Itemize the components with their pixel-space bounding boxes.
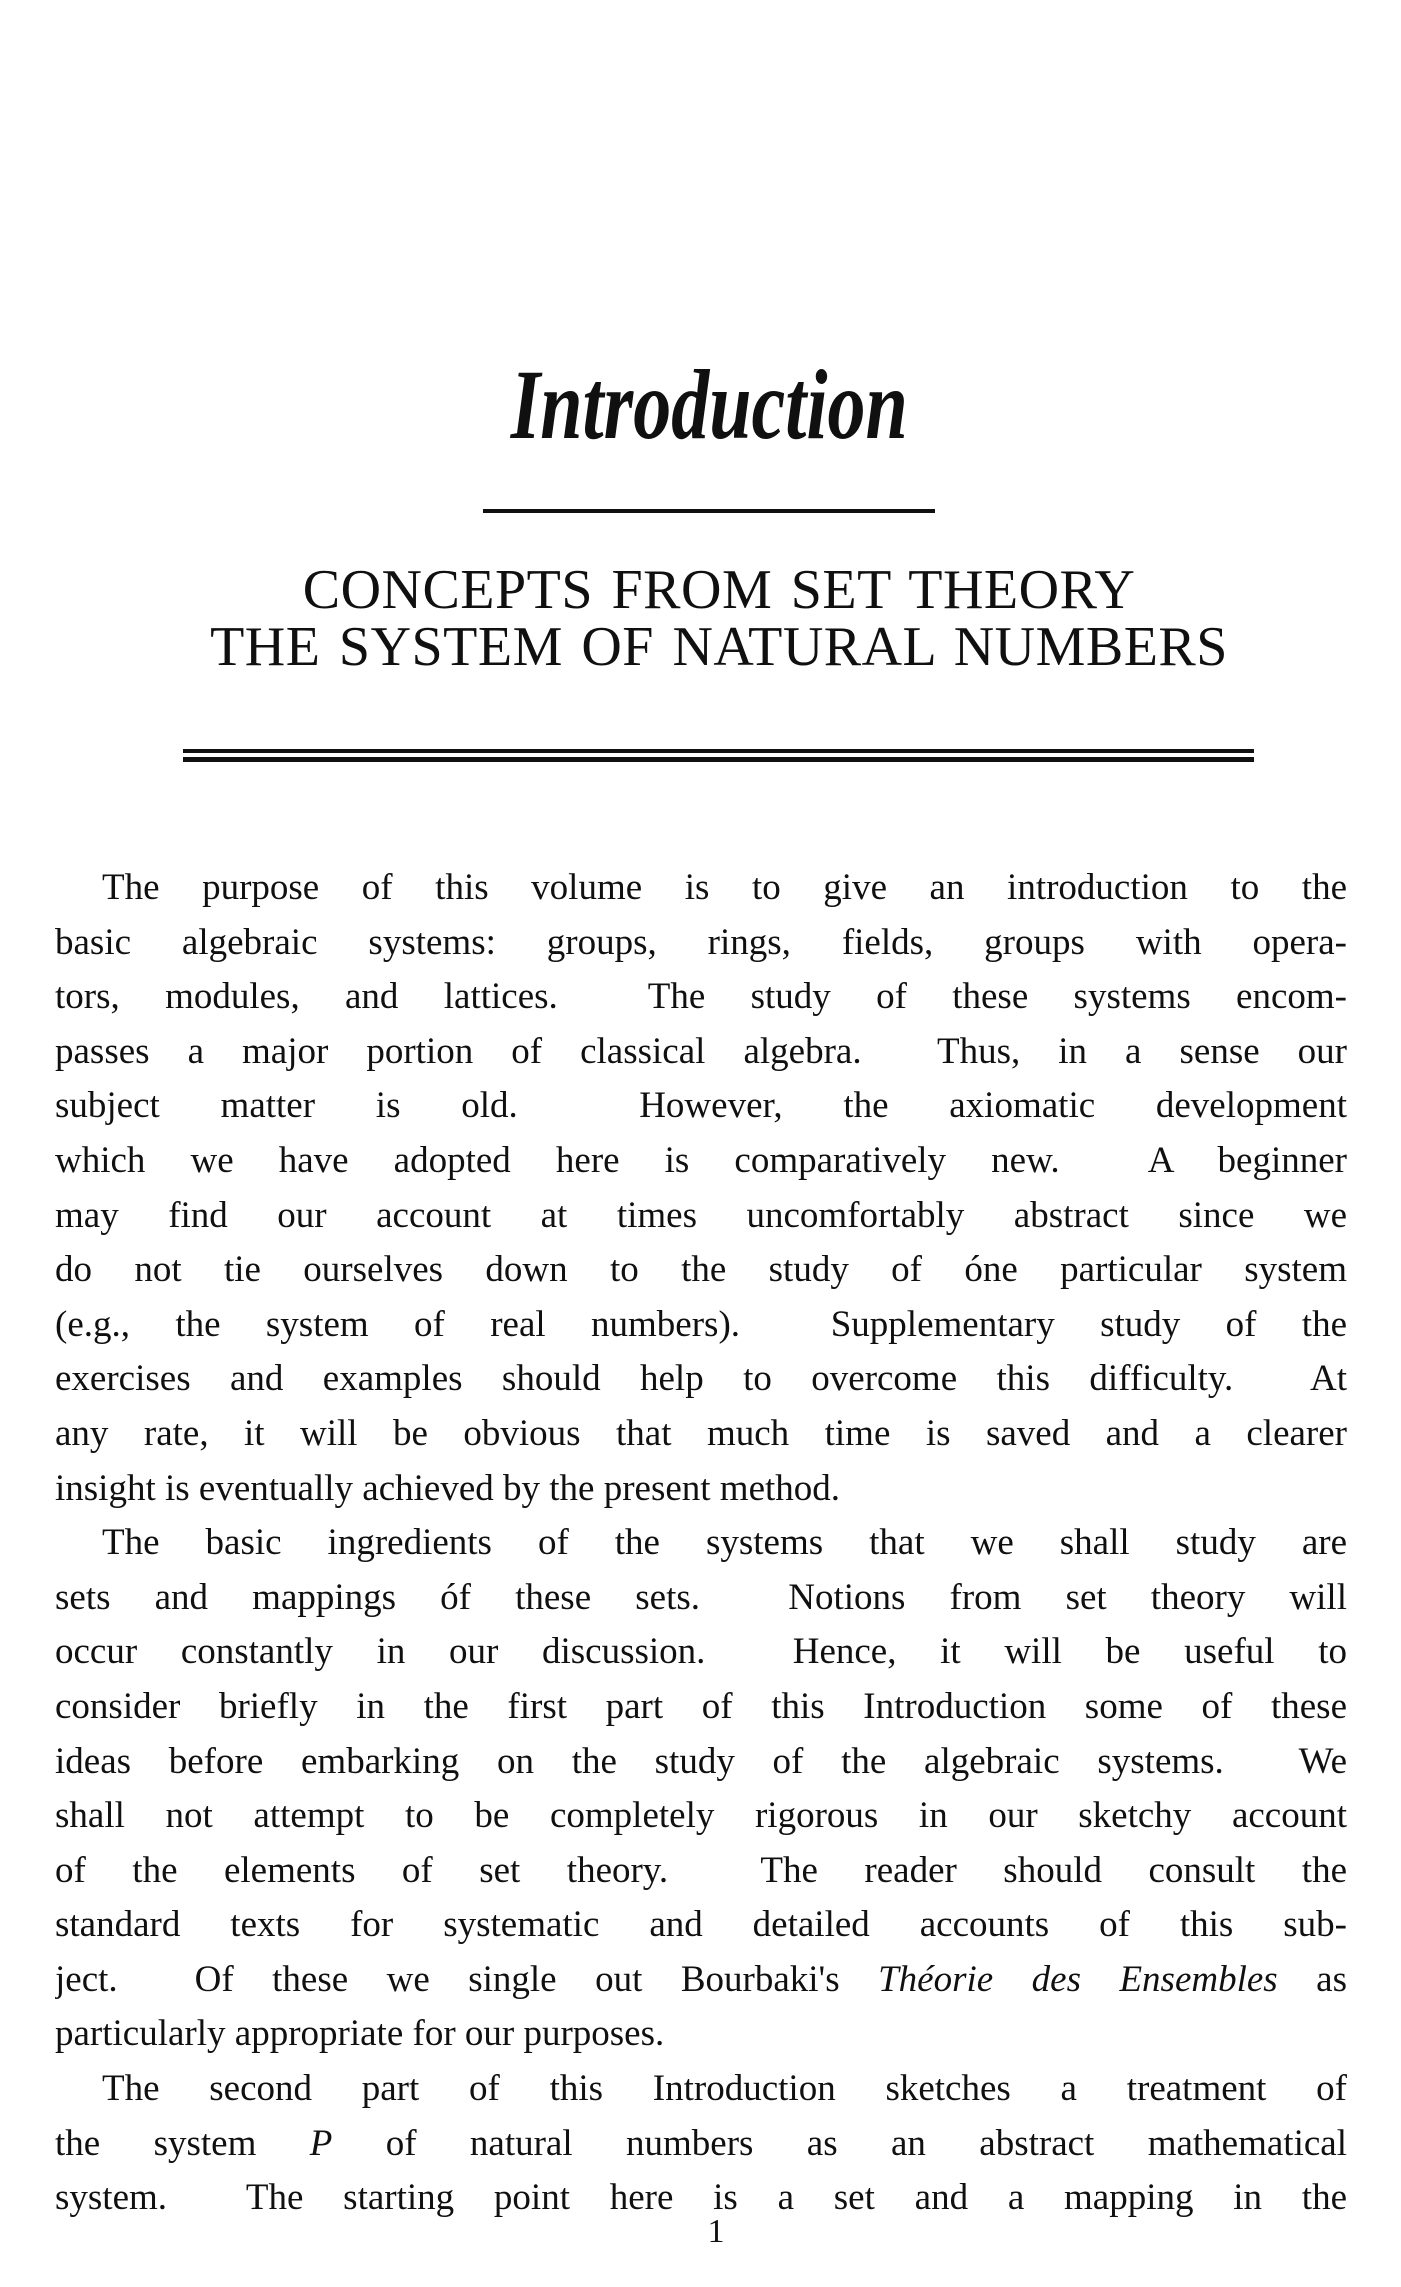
body-line (55, 1844, 1347, 1899)
body-text-segment: any rate, it will be obvious that much time is saved and a clearer (55, 1412, 1347, 1454)
body-line (55, 861, 1347, 916)
body-text-segment: The basic ingredients of the systems that we shall study are (102, 1522, 1347, 1564)
body-text-segment: particularly appropriate for our purposes. (55, 2013, 665, 2055)
body-text-segment: insight is eventually achieved by the present method. (55, 1467, 841, 1509)
body-text-segment: do not tie ourselves down to the study of óne particular system (55, 1249, 1347, 1291)
body-line (55, 2007, 1347, 2062)
page-title-text: Introduction (510, 349, 908, 460)
body-text (55, 861, 1347, 2226)
body-line (55, 1625, 1347, 1680)
page-title (63, 349, 1355, 460)
body-line (55, 1953, 1347, 2008)
chapter-heading-line1: CONCEPTS FROM SET THEORY (302, 559, 1136, 621)
body-text-segment: ideas before embarking on the study of the algebraic systems. We (55, 1740, 1347, 1782)
body-text-segment: subject matter is old. However, the axiomatic development (55, 1085, 1347, 1127)
body-line (55, 1079, 1347, 1134)
italic-text: P (309, 2122, 333, 2164)
body-text-segment: tors, modules, and lattices. The study of these systems encom- (55, 976, 1347, 1018)
page-number: 1 (707, 2213, 725, 2250)
body-text-segment: sets and mappings óf these sets. Notions from set theory will (55, 1576, 1347, 1618)
body-text-segment: standard texts for systematic and detailed accounts of this sub- (55, 1904, 1347, 1946)
body-line (55, 1134, 1347, 1189)
body-text-segment: of natural numbers as an abstract mathematical (332, 2122, 1347, 2164)
body-text-segment: ject. Of these we single out Bourbaki's (55, 1958, 879, 2000)
title-rule (483, 509, 935, 513)
body-line (55, 1025, 1347, 1080)
body-line (55, 1352, 1347, 1407)
body-text-segment: of the elements of set theory. The reader should consult the (55, 1849, 1347, 1891)
body-text-segment: consider briefly in the first part of this Introduction some of these (55, 1685, 1347, 1727)
chapter-heading (73, 559, 1365, 678)
body-text-segment: system. The starting point here is a set and a mapping in the (55, 2177, 1347, 2219)
body-line (55, 1298, 1347, 1353)
body-text-segment: exercises and examples should help to overcome this difficulty. At (55, 1358, 1347, 1400)
body-text-segment: passes a major portion of classical algebra. Thus, in a sense our (55, 1030, 1347, 1072)
body-line (55, 1680, 1347, 1735)
body-text-segment: (e.g., the system of real numbers). Supplementary study of the (55, 1303, 1347, 1345)
body-line (55, 1789, 1347, 1844)
body-line (55, 1735, 1347, 1790)
body-text-segment: the system (55, 2122, 310, 2164)
body-text-segment: which we have adopted here is comparatively new. A beginner (55, 1139, 1347, 1181)
heading-double-rule (183, 749, 1254, 762)
body-line (55, 1462, 1347, 1517)
body-line (55, 2117, 1347, 2172)
body-line (55, 1571, 1347, 1626)
italic-text: Théorie des Ensembles (878, 1958, 1278, 2000)
body-text-segment: occur constantly in our discussion. Hence, it will be useful to (55, 1631, 1347, 1673)
body-text-segment: shall not attempt to be completely rigorous in our sketchy account (55, 1795, 1347, 1837)
body-line (55, 970, 1347, 1025)
body-line (55, 1516, 1347, 1571)
body-text-segment: basic algebraic systems: groups, rings, fields, groups with opera- (55, 921, 1347, 963)
body-text-segment: as (1277, 1958, 1347, 2000)
body-text-segment: The purpose of this volume is to give an introduction to the (102, 867, 1347, 908)
chapter-heading-line2: THE SYSTEM OF NATURAL NUMBERS (210, 616, 1228, 678)
body-line (55, 2062, 1347, 2117)
body-text-segment: The second part of this Introduction sketches a treatment of (102, 2068, 1347, 2110)
body-line (55, 916, 1347, 971)
body-line (55, 1898, 1347, 1953)
body-text-segment: may find our account at times uncomfortably abstract since we (55, 1194, 1347, 1236)
body-line (55, 1407, 1347, 1462)
body-line (55, 1243, 1347, 1298)
body-line (55, 1189, 1347, 1244)
